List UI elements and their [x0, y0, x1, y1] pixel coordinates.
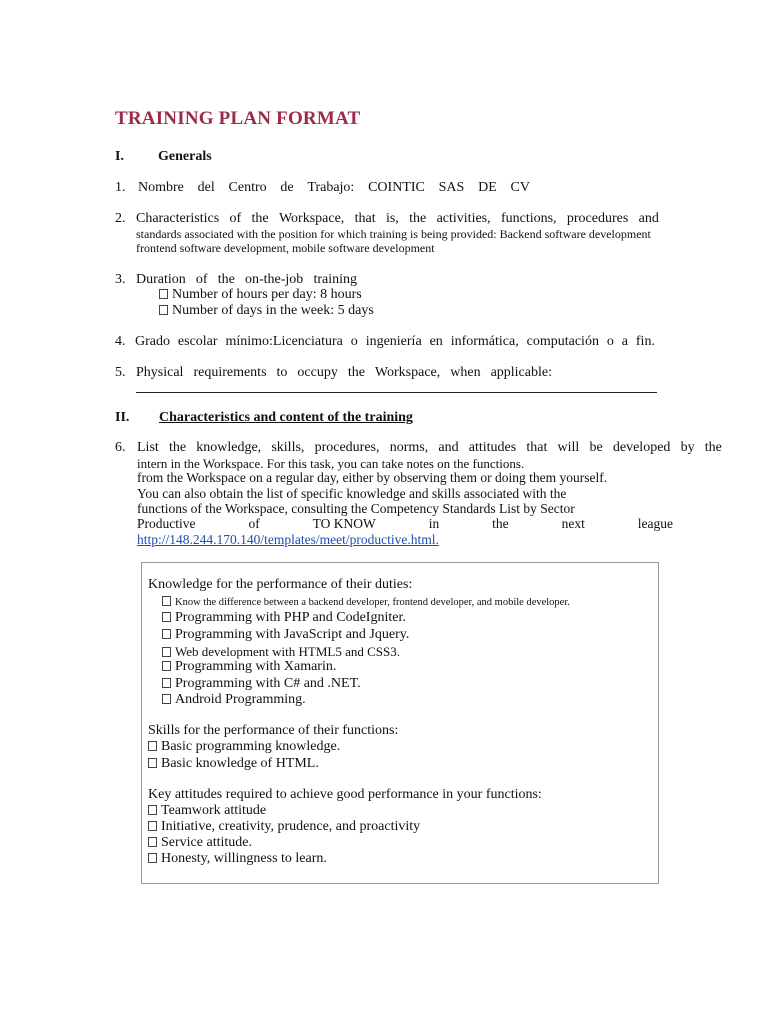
- item-2-line-1: [136, 211, 659, 227]
- item-2-number: 2.: [115, 211, 126, 226]
- word: Productive: [137, 516, 196, 531]
- word: procedures,: [314, 440, 380, 455]
- item-6-line-3: from the Workspace on a regular day, either by observing them or doing them yourself.: [137, 470, 608, 485]
- list-item-text: Programming with C# and .NET.: [175, 676, 361, 691]
- word: the: [704, 440, 722, 455]
- item-3-sub-1-text: Number of hours per day: 8 hours: [172, 287, 362, 302]
- word: when: [450, 365, 481, 380]
- list-item-text: Programming with Xamarin.: [175, 659, 337, 674]
- word: o: [606, 334, 614, 349]
- list-item: [148, 803, 266, 819]
- word: CV: [510, 180, 530, 195]
- word: Physical: [136, 365, 184, 380]
- word: Workspace,: [278, 211, 345, 226]
- item-4-line: [135, 334, 655, 350]
- item-6-number: 6.: [115, 440, 126, 455]
- fill-in-blank-line: [136, 392, 657, 393]
- word: activities,: [436, 211, 491, 226]
- list-item: [162, 610, 406, 626]
- word: be: [589, 440, 603, 455]
- list-item-text: Teamwork attitude: [161, 803, 267, 818]
- list-item: [148, 739, 340, 755]
- item-3-line-1: [136, 272, 357, 288]
- section-2-number: II.: [115, 410, 130, 425]
- word: Centro: [228, 180, 267, 195]
- word: ingeniería: [365, 334, 422, 349]
- checkbox-bullet-icon: [162, 629, 171, 639]
- word: Trabajo:: [307, 180, 355, 195]
- list-item: [148, 819, 420, 835]
- word: COINTIC: [368, 180, 425, 195]
- competency-standards-link[interactable]: http://148.244.170.140/templates/meet/productive.html.: [137, 532, 439, 547]
- checkbox-bullet-icon: [162, 596, 171, 606]
- word: the: [251, 211, 269, 226]
- item-3-sub-2-text: Number of days in the week: 5 days: [172, 303, 374, 318]
- item-6-line-2: intern in the Workspace. For this task, you can take notes on the functions.: [137, 456, 525, 471]
- word: Grado: [135, 334, 170, 349]
- word: Nombre: [138, 180, 184, 195]
- word: in: [428, 516, 440, 531]
- list-item: [162, 596, 570, 608]
- word: computación: [526, 334, 599, 349]
- word: the: [347, 365, 365, 380]
- word: procedures: [566, 211, 629, 226]
- word: next: [561, 516, 585, 531]
- list-item: [162, 627, 409, 643]
- word: mínimo:Licenciatura: [225, 334, 343, 349]
- word: escolar: [177, 334, 218, 349]
- section-1-heading: Generals: [158, 149, 212, 164]
- section-2-heading: Characteristics and content of the training: [159, 410, 413, 425]
- list-item-text: Service attitude.: [161, 835, 252, 850]
- word: the: [168, 440, 187, 455]
- word: the: [217, 272, 235, 287]
- document-title: TRAINING PLAN FORMAT: [115, 108, 361, 129]
- word: and: [438, 440, 459, 455]
- word: the: [492, 516, 509, 531]
- item-6-line-5: functions of the Workspace, consulting the Competency Standards List by Sector: [137, 501, 575, 516]
- word: Characteristics: [136, 211, 220, 226]
- list-item-text: Know the difference between a backend developer, frontend developer, and mobile developer.: [175, 597, 570, 608]
- word: that: [354, 211, 376, 226]
- checkbox-bullet-icon: [162, 694, 171, 704]
- word: knowledge,: [196, 440, 262, 455]
- list-item-text: Basic programming knowledge.: [161, 739, 341, 754]
- checkbox-bullet-icon: [159, 289, 168, 299]
- word: en: [429, 334, 443, 349]
- list-item-text: Honesty, willingness to learn.: [161, 851, 327, 866]
- word: will: [557, 440, 580, 455]
- word: of: [229, 211, 242, 226]
- word: and: [638, 211, 659, 226]
- item-3-number: 3.: [115, 272, 126, 287]
- knowledge-heading: Knowledge for the performance of their duties:: [148, 577, 413, 592]
- word: of: [195, 272, 208, 287]
- list-item-text: Programming with JavaScript and Jquery.: [175, 627, 410, 642]
- item-2-line-2: standards associated with the position for which training is being provided: Backend software development: [136, 227, 651, 241]
- word: Workspace,: [374, 365, 441, 380]
- item-3-sub-2: [159, 303, 374, 319]
- word: informática,: [450, 334, 519, 349]
- item-1-line: [138, 180, 530, 196]
- checkbox-bullet-icon: [162, 678, 171, 688]
- list-item-text: Initiative, creativity, prudence, and proactivity: [161, 819, 421, 834]
- item-1-number: 1.: [115, 180, 126, 195]
- word: SAS: [438, 180, 465, 195]
- item-6-line-4: You can also obtain the list of specific knowledge and skills associated with the: [137, 486, 567, 501]
- word: o: [350, 334, 358, 349]
- item-5-number: 5.: [115, 365, 126, 380]
- checkbox-bullet-icon: [162, 647, 171, 657]
- list-item: [162, 644, 400, 660]
- word: TO KNOW: [312, 516, 376, 531]
- checkbox-bullet-icon: [148, 805, 157, 815]
- word: developed: [612, 440, 671, 455]
- word: Duration: [136, 272, 186, 287]
- word: requirements: [193, 365, 267, 380]
- checkbox-bullet-icon: [159, 305, 168, 315]
- list-item-text: Programming with PHP and CodeIgniter.: [175, 610, 406, 625]
- word: fin.: [635, 334, 655, 349]
- list-item-text: Web development with HTML5 and CSS3.: [175, 644, 400, 659]
- list-item: [148, 835, 252, 851]
- word: a: [621, 334, 628, 349]
- word: of: [248, 516, 260, 531]
- item-3-sub-1: [159, 287, 362, 303]
- word: DE: [478, 180, 497, 195]
- list-item-text: Basic knowledge of HTML.: [161, 756, 319, 771]
- checkbox-bullet-icon: [148, 741, 157, 751]
- checkbox-bullet-icon: [162, 612, 171, 622]
- checkbox-bullet-icon: [148, 837, 157, 847]
- word: league: [637, 516, 673, 531]
- word: on-the-job: [244, 272, 304, 287]
- list-item: [148, 756, 319, 772]
- item-4-number: 4.: [115, 334, 126, 349]
- word: by: [680, 440, 695, 455]
- checkbox-bullet-icon: [148, 758, 157, 768]
- word: functions,: [500, 211, 557, 226]
- word: skills,: [271, 440, 305, 455]
- item-2-line-3: frontend software development, mobile software development: [136, 241, 435, 255]
- item-6-line-6: [137, 516, 673, 532]
- word: occupy: [297, 365, 338, 380]
- list-item: [162, 692, 306, 708]
- list-item: [148, 851, 327, 867]
- checkbox-bullet-icon: [162, 661, 171, 671]
- word: attitudes: [468, 440, 517, 455]
- item-6-line-1: [137, 440, 722, 456]
- word: the: [409, 211, 427, 226]
- attitudes-heading: Key attitudes required to achieve good performance in your functions:: [148, 787, 542, 802]
- word: del: [197, 180, 215, 195]
- word: de: [280, 180, 294, 195]
- list-item: [162, 659, 336, 675]
- checkbox-bullet-icon: [148, 821, 157, 831]
- skills-heading: Skills for the performance of their functions:: [148, 723, 399, 738]
- word: List: [137, 440, 159, 455]
- word: to: [276, 365, 288, 380]
- word: norms,: [389, 440, 429, 455]
- list-item-text: Android Programming.: [175, 692, 306, 707]
- item-5-line: [136, 365, 552, 381]
- word: applicable:: [490, 365, 552, 380]
- section-1-number: I.: [115, 149, 124, 164]
- checkbox-bullet-icon: [148, 853, 157, 863]
- list-item: [162, 676, 361, 692]
- word: training: [313, 272, 357, 287]
- word: is,: [385, 211, 399, 226]
- word: that: [526, 440, 548, 455]
